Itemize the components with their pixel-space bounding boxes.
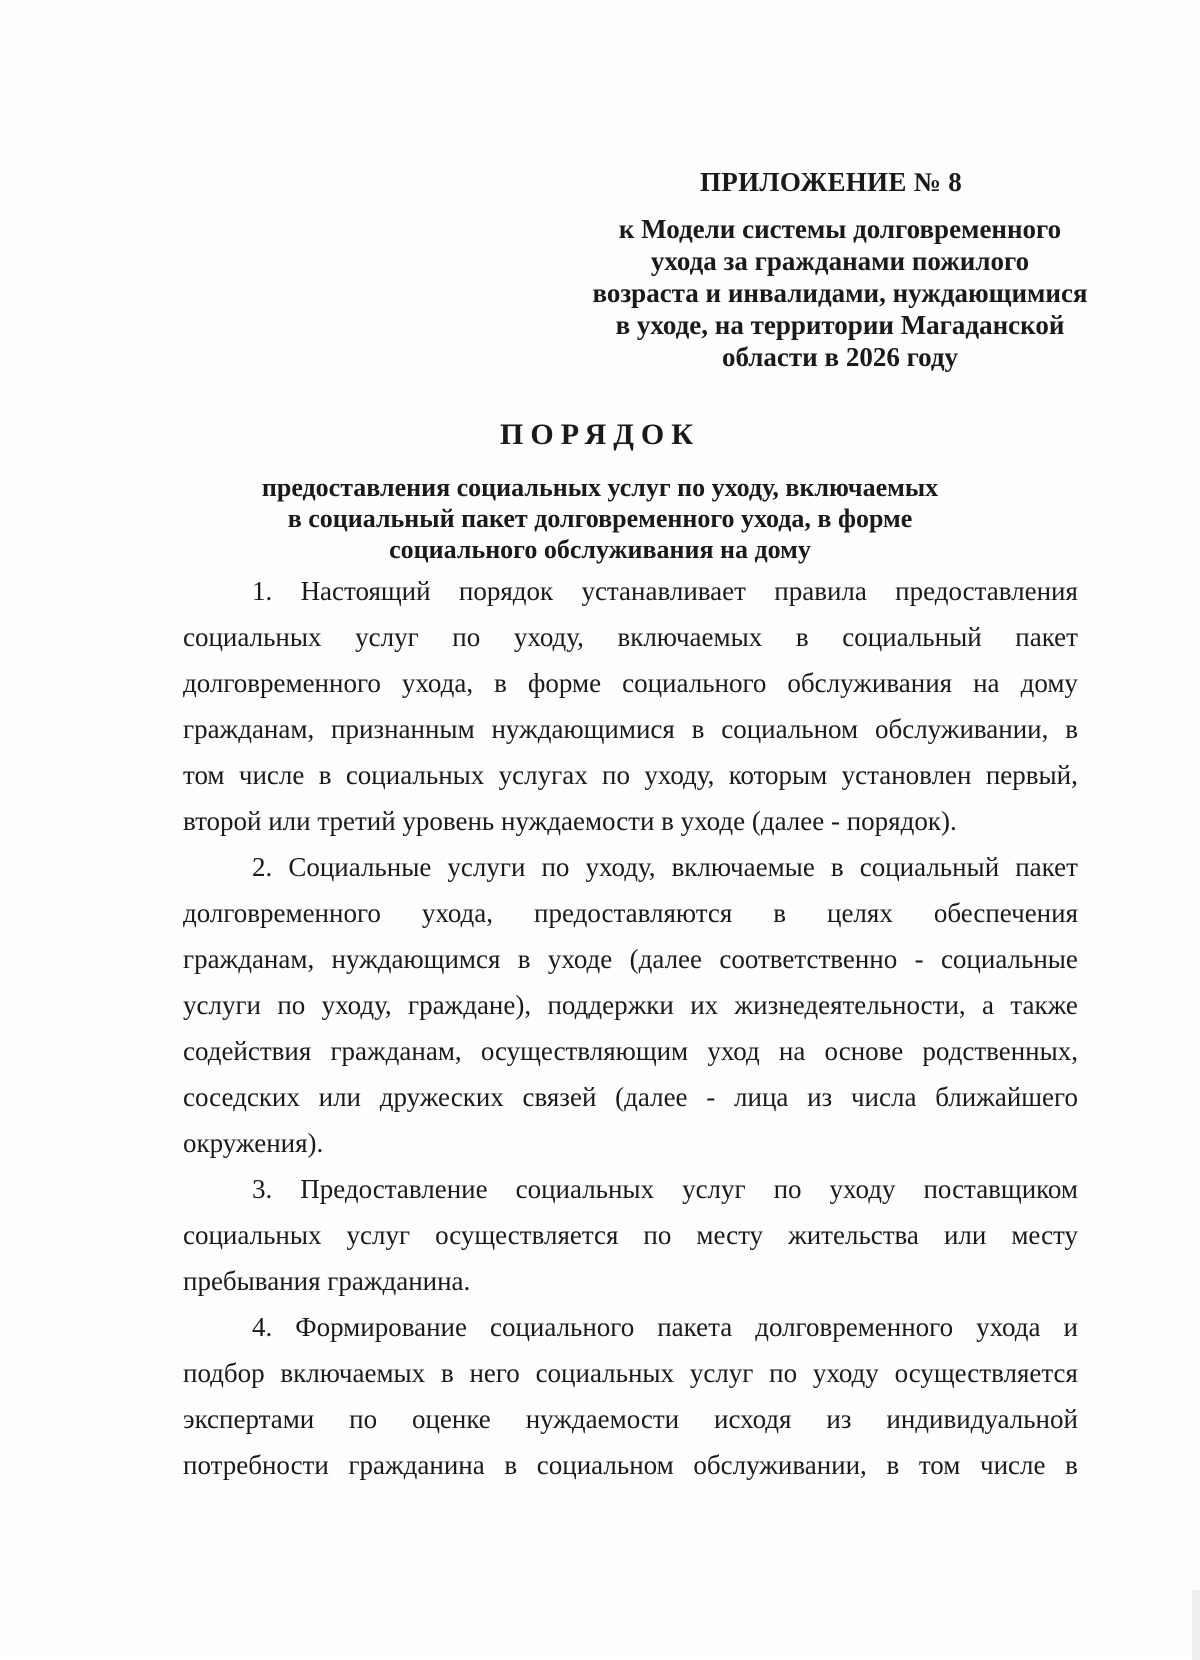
word: уходе: [547, 944, 613, 974]
word: пакета: [657, 1312, 733, 1342]
word: уходу,: [513, 622, 584, 652]
word: включаемых: [280, 1358, 426, 1388]
word: подбор: [183, 1358, 265, 1388]
word: социальный: [859, 852, 1000, 882]
word: гражданина: [348, 1450, 485, 1480]
word: предоставляются: [534, 898, 733, 928]
word: или: [318, 1082, 361, 1112]
word: 2.: [252, 852, 273, 882]
appendix-reference: [590, 213, 1090, 373]
word: в: [494, 668, 507, 698]
word: оценке: [411, 1404, 491, 1434]
appendix-line: к Модели системы долговременного: [618, 214, 1062, 244]
word: по: [643, 1220, 672, 1250]
paragraph-3-line: [183, 1218, 1078, 1252]
word: их: [690, 990, 719, 1020]
word: обслуживания: [787, 668, 953, 698]
word: социальном: [536, 1450, 674, 1480]
word: дружеских: [379, 1082, 504, 1112]
word: осуществляющим: [480, 1036, 689, 1066]
word: гражданам,: [183, 944, 315, 974]
word: основе: [824, 1036, 904, 1066]
word: первый,: [985, 760, 1078, 790]
word: социальных: [515, 1174, 655, 1204]
word: индивидуальной: [886, 1404, 1078, 1434]
word: правила: [774, 576, 867, 606]
appendix-line: области в 2026 году: [721, 342, 959, 372]
word: лица: [734, 1082, 789, 1112]
word: обслуживании,: [693, 1450, 867, 1480]
word: нуждающимся: [331, 944, 501, 974]
word: по: [541, 852, 570, 882]
word: пакет: [1015, 622, 1078, 652]
word: осуществляется: [435, 1220, 619, 1250]
paragraph-2-line: [183, 942, 1078, 976]
word: социального: [489, 1312, 635, 1342]
word: по: [452, 622, 481, 652]
word: родственных,: [922, 1036, 1078, 1066]
word: соседских: [183, 1082, 300, 1112]
word: (далее: [629, 944, 703, 974]
word: в: [886, 1450, 900, 1480]
word: в: [504, 1450, 518, 1480]
paragraph-1-line: [183, 666, 1078, 700]
word: дому: [1020, 668, 1078, 698]
word: социальных: [535, 1358, 675, 1388]
word: обслуживании,: [874, 714, 1049, 744]
paragraph-2-line: [183, 896, 1078, 930]
paragraph-1-line: [183, 620, 1078, 654]
word: месту: [696, 1220, 764, 1250]
word: исходя: [714, 1404, 792, 1434]
word: на: [778, 1036, 806, 1066]
paragraph-1-line: [252, 574, 1078, 608]
document-title: ПОРЯДОК: [500, 418, 700, 451]
appendix-title: ПРИЛОЖЕНИЕ № 8: [700, 167, 962, 197]
word: граждане),: [408, 990, 532, 1020]
word: по: [773, 1174, 802, 1204]
word: услуг: [355, 622, 419, 652]
paragraph-2-line: [183, 988, 1078, 1022]
word: и: [1063, 1312, 1078, 1342]
word: месту: [1011, 1220, 1078, 1250]
word: (далее: [615, 1082, 688, 1112]
word: долговременного: [755, 1312, 954, 1342]
word: гражданам,: [183, 714, 315, 744]
word: социальных: [183, 1220, 322, 1250]
word: -: [706, 1082, 716, 1112]
word: уходу,: [644, 760, 715, 790]
scan-edge-mark: [1192, 1590, 1200, 1660]
word: устанавливает: [581, 576, 746, 606]
word: социальных: [345, 760, 485, 790]
paragraph-4-line: [183, 1402, 1078, 1436]
word: долговременного: [183, 898, 381, 928]
word: услуг: [682, 1174, 746, 1204]
word: связей: [522, 1082, 597, 1112]
word: Предоставление: [300, 1174, 488, 1204]
word: форме: [527, 668, 602, 698]
word: по: [602, 760, 630, 790]
paragraph-2-line: [252, 850, 1078, 884]
word: услугах: [498, 760, 588, 790]
word: в: [1065, 1450, 1078, 1480]
word: или: [943, 1220, 987, 1250]
word: услуги: [183, 990, 261, 1020]
word: по: [349, 1404, 378, 1434]
word: обеспечения: [933, 898, 1078, 928]
subtitle-line: социального обслуживания на дому: [389, 535, 811, 564]
paragraph-1-line: второй или третий уровень нуждаемости в уходе (далее - порядок).: [183, 806, 957, 836]
word: него: [469, 1358, 520, 1388]
word: из: [807, 1082, 833, 1112]
word: том: [918, 1450, 961, 1480]
paragraph-4-line: [183, 1448, 1078, 1482]
subtitle-line: предоставления социальных услуг по уходу, включаемых: [261, 473, 939, 502]
word: на: [973, 668, 1000, 698]
paragraph-3-line: [252, 1172, 1078, 1206]
word: уходу,: [585, 852, 656, 882]
word: в: [830, 852, 844, 882]
appendix-line: в уходе, на территории Магаданской: [615, 310, 1065, 340]
word: -: [914, 944, 924, 974]
word: из: [826, 1404, 852, 1434]
word: в: [440, 1358, 454, 1388]
word: числе: [980, 1450, 1046, 1480]
word: нуждаемости: [525, 1404, 680, 1434]
word: в: [517, 944, 531, 974]
word: экспертами: [183, 1404, 315, 1434]
word: установлен: [841, 760, 972, 790]
word: долговременного: [183, 668, 381, 698]
word: а: [982, 990, 995, 1020]
word: уходу: [812, 1358, 879, 1388]
word: числа: [850, 1082, 917, 1112]
word: уходу: [829, 1174, 896, 1204]
word: 1.: [252, 576, 273, 606]
word: которым: [728, 760, 828, 790]
word: по: [277, 990, 306, 1020]
word: социальном: [721, 714, 859, 744]
word: социальные: [940, 944, 1078, 974]
word: Настоящий: [300, 576, 431, 606]
word: включаемых: [617, 622, 763, 652]
word: ухода: [976, 1312, 1041, 1342]
word: соответственно: [719, 944, 898, 974]
word: жительства: [788, 1220, 919, 1250]
word: в: [318, 760, 332, 790]
word: также: [1010, 990, 1078, 1020]
word: по: [769, 1358, 798, 1388]
word: услуг: [346, 1220, 411, 1250]
word: 3.: [252, 1174, 273, 1204]
word: уход: [707, 1036, 760, 1066]
paragraph-4-line: [183, 1356, 1078, 1390]
subtitle-line: в социальный пакет долговременного ухода, в форме: [287, 504, 913, 533]
word: осуществляется: [894, 1358, 1078, 1388]
appendix-line: возраста и инвалидами, нуждающимися: [592, 278, 1088, 308]
word: содействия: [183, 1036, 312, 1066]
paragraph-1-line: [183, 758, 1078, 792]
word: порядок: [458, 576, 554, 606]
word: включаемые: [671, 852, 815, 882]
paragraph-2-line: [183, 1080, 1078, 1114]
word: социальных: [183, 622, 322, 652]
word: 4.: [252, 1312, 273, 1342]
paragraph-2-line: [183, 1034, 1078, 1068]
word: гражданам,: [330, 1036, 462, 1066]
word: потребности: [183, 1450, 329, 1480]
paragraph-4-line: [252, 1310, 1078, 1344]
paragraph-3-line: пребывания гражданина.: [183, 1266, 471, 1296]
paragraph-1-line: [183, 712, 1078, 746]
appendix-line: ухода за гражданами пожилого: [650, 246, 1030, 276]
word: предоставления: [895, 576, 1078, 606]
document-subtitle: [0, 472, 1200, 565]
word: целях: [827, 898, 893, 928]
word: поддержки: [547, 990, 674, 1020]
word: признанным: [331, 714, 475, 744]
word: пакет: [1015, 852, 1078, 882]
word: ухода,: [421, 898, 494, 928]
word: Социальные: [288, 852, 432, 882]
word: жизнедеятельности,: [734, 990, 966, 1020]
word: уходу,: [321, 990, 392, 1020]
word: поставщиком: [923, 1174, 1078, 1204]
paragraph-2-line: окружения).: [183, 1128, 324, 1158]
word: в: [795, 622, 809, 652]
word: в: [691, 714, 705, 744]
word: том: [183, 760, 225, 790]
word: нуждающимися: [491, 714, 675, 744]
word: ухода,: [401, 668, 474, 698]
word: Формирование: [295, 1312, 467, 1342]
word: услуг: [689, 1358, 754, 1388]
word: ближайшего: [935, 1082, 1078, 1112]
word: услуги: [447, 852, 526, 882]
word: числе: [238, 760, 305, 790]
word: социальный: [842, 622, 982, 652]
word: в: [1065, 714, 1078, 744]
word: социального: [622, 668, 767, 698]
word: в: [773, 898, 786, 928]
